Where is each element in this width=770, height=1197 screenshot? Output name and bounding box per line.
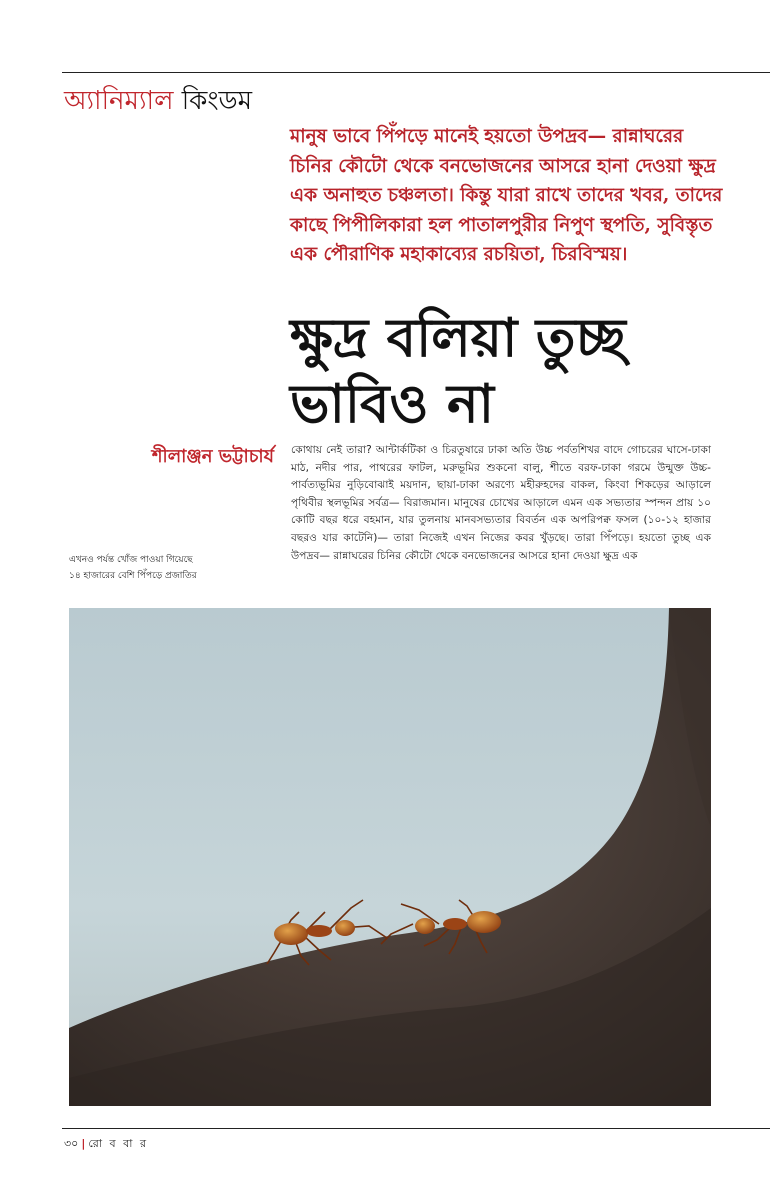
headline-line-2: ভাবিও না bbox=[290, 374, 494, 435]
section-label bbox=[64, 80, 252, 124]
intro-paragraph: মানুষ ভাবে পিঁপড়ে মানেই হয়তো উপদ্রব— রান্নাঘরের চিনির কৌটো থেকে বনভোজনের আসরে হানা দেওয়া ক্ষুদ্র এক অনাহুত চঞ্চলতা। কিন্তু যারা রাখে তাদের খবর, তাদের কাছে পিপীলিকারা হল পাতালপুরীর নিপুণ স্থপতি, সুবিস্তৃত এক পৌরাণিক মহাকাব্যের রচয়িতা, চিরবিস্ময়। bbox=[290, 126, 723, 265]
folio-separator: | bbox=[81, 1137, 86, 1150]
headline-line-1: ক্ষুদ্র বলিয়া তুচ্ছ bbox=[290, 308, 626, 369]
author-byline: শীলাঞ্জন ভট্টাচার্য bbox=[151, 446, 274, 467]
photo-caption bbox=[69, 552, 269, 584]
section-label-black: কিংডম bbox=[181, 86, 253, 116]
bottom-rule bbox=[62, 1128, 770, 1129]
magazine-name: রো ব বা র bbox=[88, 1137, 149, 1150]
section-label-red: অ্যানিম্যাল bbox=[64, 86, 174, 116]
ants-photo bbox=[69, 608, 711, 1106]
caption-line-1: এখনও পর্যন্ত খোঁজ পাওয়া গিয়েছে bbox=[69, 555, 193, 565]
caption-line-2: ১৪ হাজারের বেশি পিঁপড়ে প্রজাতির bbox=[69, 571, 197, 581]
top-rule bbox=[62, 72, 770, 73]
page-footer bbox=[64, 1135, 148, 1154]
headline bbox=[290, 306, 760, 438]
article-body: কোথায় নেই তারা? আন্টার্কটিকা ও চিরতুষারে ঢাকা অতি উচ্চ পর্বতশিখর বাদে গোচরের ঘাসে-ঢাকা মাঠ, নদীর পার, পাথরের ফাটল, মরুভূমির শুকনো বালু, শীতে বরফ-ঢাকা গরমে উন্মুক্ত উচ্চ-পার্বত্যভূমির নুড়িবোঝাই ময়দান, ছায়া-ঢাকা অরণ্যে মহীরুহদের বাকল, কিংবা শিকড়ের আড়ালে পৃথিবীর স্থলভূমির সর্বত্র— বিরাজমান। মানুষের চোখের আড়ালে এমন এক সভ্যতার স্পন্দন প্রায় ১০ কোটি বছর ধরে বহমান, যার তুলনায় মানবসভ্যতার বিবর্তন এক অপরিপক্ব ফসল (১০-১২ হাজার বছরও যার কাটেনি)— তারা নিজেই এখন নিজের কবর খুঁড়ছে। তারা পিঁপড়ে। হয়তো তুচ্ছ এক উপদ্রব— রান্নাঘরের চিনির কৌটো থেকে বনভোজনের আসরে হানা দেওয়া ক্ষুদ্র এক bbox=[291, 444, 711, 562]
page-number: ৩০ bbox=[64, 1137, 79, 1150]
ants-photo-illustration bbox=[69, 608, 711, 1106]
